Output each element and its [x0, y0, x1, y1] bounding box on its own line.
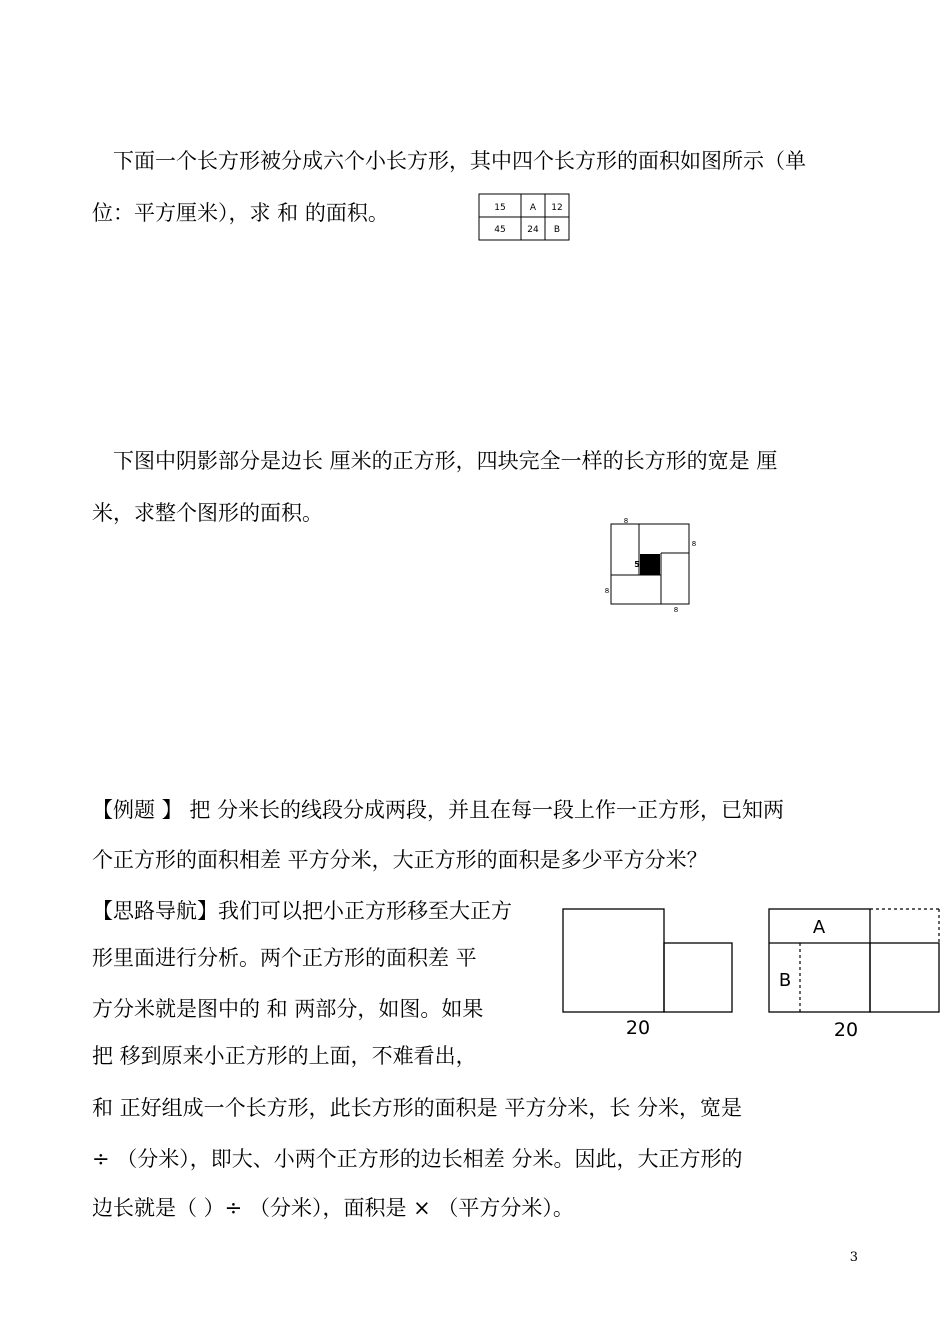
label-center: 5: [634, 560, 640, 569]
example-line5: 方分米就是图中的 和 两部分，如图。如果: [92, 997, 484, 1021]
grid-cell-r1c0: 45: [494, 225, 506, 235]
example-line1: 【例题 】 把 分米长的线段分成两段，并且在每一段上作一正方形，已知两: [92, 798, 785, 822]
fig2-label: 20: [833, 1019, 859, 1041]
fig1-label: 20: [625, 1017, 651, 1039]
label-right: 8: [691, 540, 697, 548]
example-line4: 形里面进行分析。两个正方形的面积差 平: [92, 946, 477, 970]
example-line9: 边长就是（ ）÷ （分米），面积是 × （平方分米）。: [92, 1196, 574, 1220]
grid-cell-r0c0: 15: [494, 203, 506, 213]
grid-cell-r0c1: A: [529, 203, 537, 213]
example-line7: 和 正好组成一个长方形，此长方形的面积是 平方分米，长 分米，宽是: [92, 1096, 743, 1120]
problem2-line1: 下图中阴影部分是边长 厘米的正方形，四块完全一样的长方形的宽是 厘: [113, 449, 778, 473]
grid-cell-r1c2: B: [553, 225, 561, 235]
example-line8: ÷ （分米），即大、小两个正方形的边长相差 分米。因此，大正方形的: [92, 1147, 743, 1171]
fig2-label-a: A: [812, 917, 826, 938]
grid-cell-r1c1: 24: [527, 225, 539, 235]
example-line3: 【思路导航】我们可以把小正方形移至大正方: [92, 899, 512, 923]
problem2-square-figure: [600, 515, 700, 619]
problem1-grid-figure: [478, 193, 572, 247]
label-left: 8: [604, 587, 610, 595]
example-figure-rearranged: [766, 906, 946, 1050]
page-number: 3: [849, 1250, 858, 1265]
label-top: 8: [623, 517, 629, 525]
problem1-line1: 下面一个长方形被分成六个小长方形，其中四个长方形的面积如图所示（单: [113, 149, 806, 173]
problem1-line2: 位：平方厘米），求 和 的面积。: [92, 201, 389, 225]
grid-cell-r0c2: 12: [551, 203, 563, 213]
label-bottom: 8: [673, 606, 679, 614]
fig2-label-b: B: [778, 970, 792, 991]
example-line2: 个正方形的面积相差 平方分米，大正方形的面积是多少平方分米？: [92, 848, 708, 872]
shaded-square: [640, 554, 660, 575]
example-line6: 把 移到原来小正方形的上面，不难看出，: [92, 1044, 477, 1068]
example-figure-two-squares: [560, 906, 740, 1050]
problem2-line2: 米，求整个图形的面积。: [92, 501, 323, 525]
